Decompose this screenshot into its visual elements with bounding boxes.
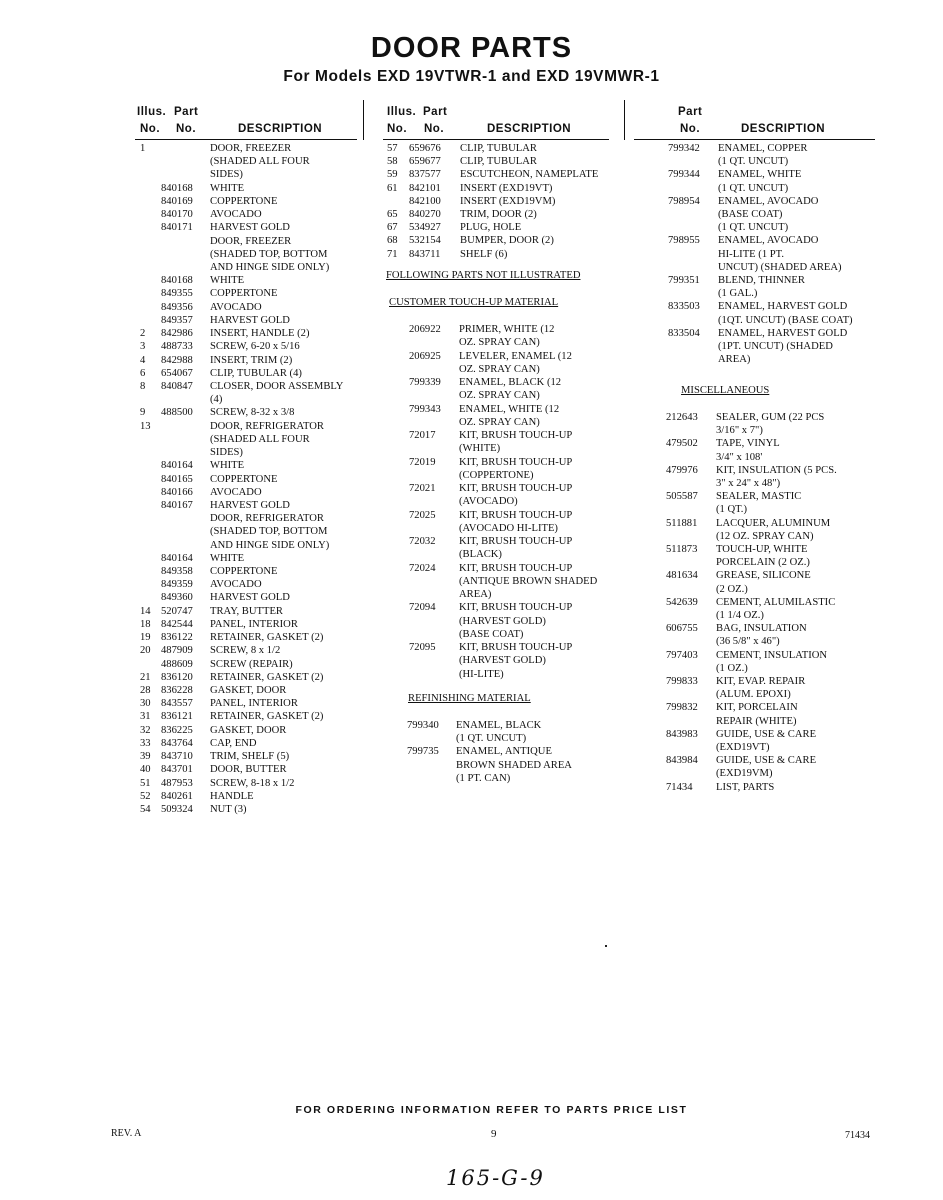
part-description: GUIDE, USE & CARE bbox=[716, 755, 817, 767]
part-no: 659676 bbox=[409, 143, 441, 154]
part-description: ENAMEL, WHITE bbox=[718, 169, 802, 181]
part-description: (1PT. UNCUT) (SHADED bbox=[718, 341, 833, 352]
part-description: BUMPER, DOOR (2) bbox=[460, 235, 554, 247]
part-description: GASKET, DOOR bbox=[210, 685, 287, 697]
part-no: 840261 bbox=[161, 790, 193, 802]
part-description: HARVEST GOLD bbox=[210, 592, 290, 604]
part-description: RETAINER, GASKET (2) bbox=[210, 632, 324, 644]
part-no: 534927 bbox=[409, 222, 441, 234]
part-description: SHELF (6) bbox=[460, 248, 508, 260]
part-description: NUT (3) bbox=[210, 804, 247, 815]
revision-label: REV. A bbox=[111, 1128, 142, 1139]
ordering-footer: FOR ORDERING INFORMATION REFER TO PARTS PRICE LIST bbox=[295, 1104, 688, 1116]
part-no: 833504 bbox=[668, 327, 700, 339]
part-no: 72024 bbox=[409, 562, 436, 574]
part-no: 505587 bbox=[666, 491, 698, 503]
part-no: 798954 bbox=[668, 195, 700, 207]
part-no: 840847 bbox=[161, 380, 193, 392]
part-no: 532154 bbox=[409, 235, 441, 247]
part-description: AVOCADO bbox=[210, 209, 262, 221]
part-description: DOOR, REFRIGERATOR bbox=[210, 420, 324, 432]
part-description: LACQUER, ALUMINUM bbox=[716, 517, 831, 529]
part-no: 206922 bbox=[409, 324, 441, 335]
part-description: TAPE, VINYL bbox=[716, 438, 780, 450]
part-no: 849355 bbox=[161, 288, 193, 300]
part-no: 836228 bbox=[161, 685, 193, 697]
part-no: 840165 bbox=[161, 473, 193, 485]
col1-part-no-header: No. bbox=[176, 123, 197, 135]
part-description: 3/16" x 7") bbox=[716, 425, 763, 437]
part-no: 481634 bbox=[666, 570, 698, 582]
part-description: (BASE COAT) bbox=[718, 209, 783, 220]
illus-no: 32 bbox=[140, 724, 151, 736]
part-no: 488609 bbox=[161, 658, 193, 670]
part-description: (1 PT. CAN) bbox=[456, 772, 511, 784]
part-description: KIT, BRUSH TOUCH-UP bbox=[459, 509, 573, 521]
part-description: WHITE bbox=[210, 275, 245, 287]
illus-no: 13 bbox=[140, 420, 151, 432]
col2-divider bbox=[624, 100, 625, 140]
part-no: 843557 bbox=[161, 698, 193, 710]
part-description: (AVOCADO HI-LITE) bbox=[459, 522, 558, 534]
part-no: 487953 bbox=[161, 777, 193, 789]
part-description: INSERT (EXD19VM) bbox=[460, 195, 556, 207]
part-no: 840164 bbox=[161, 552, 193, 564]
part-description: REPAIR (WHITE) bbox=[716, 715, 797, 727]
part-description: SCREW, 8-32 x 3/8 bbox=[210, 407, 295, 419]
part-description: BROWN SHADED AREA bbox=[456, 759, 572, 771]
part-description: OZ. SPRAY CAN) bbox=[459, 337, 540, 349]
part-no: 840170 bbox=[161, 209, 193, 221]
part-no: 799342 bbox=[668, 143, 700, 154]
not-illustrated-heading: FOLLOWING PARTS NOT ILLUSTRATED bbox=[386, 270, 581, 281]
illus-no: 65 bbox=[387, 209, 398, 220]
part-no: 840168 bbox=[161, 182, 193, 194]
part-description: UNCUT) (SHADED AREA) bbox=[718, 261, 842, 273]
part-description: AND HINGE SIDE ONLY) bbox=[210, 539, 330, 551]
part-no: 72021 bbox=[409, 483, 436, 494]
col1-description-header: DESCRIPTION bbox=[238, 123, 323, 135]
part-description: KIT, BRUSH TOUCH-UP bbox=[459, 562, 573, 574]
part-no: 833503 bbox=[668, 301, 700, 313]
part-description: SCREW, 6-20 x 5/16 bbox=[210, 341, 300, 353]
refinishing-heading: REFINISHING MATERIAL bbox=[408, 693, 531, 704]
part-no: 798955 bbox=[668, 235, 700, 247]
part-description: CEMENT, INSULATION bbox=[716, 649, 828, 661]
part-no: 843710 bbox=[161, 751, 193, 763]
document-number: 71434 bbox=[845, 1130, 870, 1141]
part-description: RETAINER, GASKET (2) bbox=[210, 711, 324, 723]
part-description: ENAMEL, AVOCADO bbox=[718, 195, 819, 207]
part-no: 849357 bbox=[161, 314, 193, 326]
part-description: ENAMEL, ANTIQUE bbox=[456, 746, 552, 758]
part-description: (1 QT. UNCUT) bbox=[718, 156, 789, 168]
part-description: ENAMEL, AVOCADO bbox=[718, 235, 819, 247]
part-description: PANEL, INTERIOR bbox=[210, 698, 298, 710]
col3-header-rule bbox=[634, 139, 875, 140]
part-no: 842101 bbox=[409, 182, 441, 194]
illus-no: 31 bbox=[140, 711, 151, 723]
part-no: 509324 bbox=[161, 804, 193, 815]
part-description: (1 GAL.) bbox=[718, 288, 758, 300]
part-description: PLUG, HOLE bbox=[460, 222, 522, 234]
part-no: 511873 bbox=[666, 544, 698, 555]
part-description: SCREW, 8-18 x 1/2 bbox=[210, 777, 295, 789]
part-description: (ALUM. EPOXI) bbox=[716, 689, 791, 701]
part-description: KIT, EVAP. REPAIR bbox=[716, 676, 806, 687]
part-no: 72032 bbox=[409, 536, 436, 547]
part-description: CLOSER, DOOR ASSEMBLY bbox=[210, 380, 344, 392]
part-no: 842986 bbox=[161, 328, 193, 340]
part-no: 842544 bbox=[161, 618, 193, 630]
illus-no: 51 bbox=[140, 777, 151, 789]
part-no: 799344 bbox=[668, 169, 700, 181]
illus-no: 61 bbox=[387, 182, 398, 194]
part-description: CAP, END bbox=[210, 737, 257, 749]
part-no: 840169 bbox=[161, 195, 193, 207]
part-description: (BASE COAT) bbox=[459, 628, 524, 640]
part-no: 849358 bbox=[161, 566, 193, 578]
part-no: 71434 bbox=[666, 781, 693, 793]
part-description: PRIMER, WHITE (12 bbox=[459, 324, 555, 335]
handwritten-note: 165-G-9 bbox=[446, 1166, 545, 1190]
part-no: 520747 bbox=[161, 605, 193, 617]
part-description: (HARVEST GOLD) bbox=[459, 655, 546, 667]
part-description: (COPPERTONE) bbox=[459, 469, 534, 481]
illus-no: 19 bbox=[140, 632, 151, 644]
part-description: SIDES) bbox=[210, 169, 243, 181]
part-no: 479976 bbox=[666, 464, 698, 476]
illus-no: 14 bbox=[140, 605, 151, 617]
part-description: ESCUTCHEON, NAMEPLATE bbox=[460, 169, 599, 181]
part-description: (2 OZ.) bbox=[716, 583, 748, 595]
part-description: (ANTIQUE BROWN SHADED bbox=[459, 575, 598, 587]
part-no: 799735 bbox=[407, 746, 439, 758]
part-description: DOOR, FREEZER bbox=[210, 143, 292, 154]
part-no: 654067 bbox=[161, 367, 193, 379]
part-no: 799833 bbox=[666, 676, 698, 687]
col2-part-header: Part bbox=[423, 106, 448, 118]
part-description: KIT, BRUSH TOUCH-UP bbox=[459, 456, 573, 468]
part-description: CLIP, TUBULAR (4) bbox=[210, 367, 302, 379]
part-description: DOOR, FREEZER bbox=[210, 235, 292, 247]
part-description: TRIM, DOOR (2) bbox=[460, 209, 537, 220]
part-description: PANEL, INTERIOR bbox=[210, 618, 298, 630]
part-description: GASKET, DOOR bbox=[210, 724, 287, 736]
part-no: 72017 bbox=[409, 430, 436, 441]
illus-no: 20 bbox=[140, 645, 151, 657]
col1-illus-no-header: No. bbox=[140, 123, 161, 135]
illus-no: 30 bbox=[140, 698, 151, 710]
col1-part-header: Part bbox=[174, 106, 199, 118]
part-description: AREA) bbox=[459, 589, 492, 600]
part-description: SIDES) bbox=[210, 447, 243, 459]
part-no: 843764 bbox=[161, 737, 193, 749]
part-description: ENAMEL, BLACK bbox=[456, 720, 542, 731]
part-no: 842100 bbox=[409, 195, 441, 207]
part-description: COPPERTONE bbox=[210, 566, 278, 578]
part-no: 836120 bbox=[161, 671, 193, 683]
part-no: 799340 bbox=[407, 720, 439, 731]
part-no: 843701 bbox=[161, 764, 193, 776]
part-description: WHITE bbox=[210, 182, 245, 194]
col2-illus-header: Illus. bbox=[387, 106, 417, 118]
part-description: COPPERTONE bbox=[210, 195, 278, 207]
part-no: 840166 bbox=[161, 486, 193, 498]
part-description: HI-LITE (1 PT. bbox=[718, 248, 784, 260]
part-no: 843984 bbox=[666, 755, 698, 767]
part-no: 840167 bbox=[161, 499, 193, 511]
illus-no: 1 bbox=[140, 143, 146, 154]
part-no: 511881 bbox=[666, 517, 698, 529]
part-description: WHITE bbox=[210, 460, 245, 472]
part-no: 799339 bbox=[409, 377, 441, 388]
part-no: 836121 bbox=[161, 711, 193, 723]
part-description: AND HINGE SIDE ONLY) bbox=[210, 261, 330, 273]
col1-illus-header: Illus. bbox=[137, 106, 167, 118]
part-description: (1 QT.) bbox=[716, 504, 747, 516]
part-no: 659677 bbox=[409, 156, 441, 168]
part-description: (EXD19VT) bbox=[716, 742, 770, 753]
col3-description-header: DESCRIPTION bbox=[741, 123, 826, 135]
illus-no: 40 bbox=[140, 764, 151, 776]
part-no: 488500 bbox=[161, 407, 193, 419]
part-description: DOOR, REFRIGERATOR bbox=[210, 513, 324, 525]
illus-no: 52 bbox=[140, 790, 151, 802]
part-description: GUIDE, USE & CARE bbox=[716, 728, 817, 740]
part-description: RETAINER, GASKET (2) bbox=[210, 671, 324, 683]
part-description: (36 5/8" x 46") bbox=[716, 636, 780, 648]
col2-part-no-header: No. bbox=[424, 123, 445, 135]
page-subtitle: For Models EXD 19VTWR-1 and EXD 19VMWR-1 bbox=[283, 68, 660, 85]
illus-no: 2 bbox=[140, 328, 146, 340]
part-description: (SHADED ALL FOUR bbox=[210, 433, 310, 445]
part-no: 837577 bbox=[409, 169, 441, 181]
part-description: HANDLE bbox=[210, 790, 254, 802]
part-no: 797403 bbox=[666, 649, 698, 661]
part-no: 840164 bbox=[161, 460, 193, 472]
part-description: (1 1/4 OZ.) bbox=[716, 610, 764, 621]
part-description: TOUCH-UP, WHITE bbox=[716, 544, 808, 555]
part-description: OZ. SPRAY CAN) bbox=[459, 363, 540, 375]
part-no: 488733 bbox=[161, 341, 193, 353]
part-no: 836122 bbox=[161, 632, 193, 644]
part-description: COPPERTONE bbox=[210, 473, 278, 485]
part-description: (1 QT. UNCUT) bbox=[456, 733, 527, 745]
part-no: 212643 bbox=[666, 412, 698, 423]
part-description: SEALER, MASTIC bbox=[716, 491, 802, 503]
part-description: HARVEST GOLD bbox=[210, 499, 290, 511]
part-description: INSERT (EXD19VT) bbox=[460, 182, 553, 194]
part-description: SCREW, 8 x 1/2 bbox=[210, 645, 281, 657]
part-description: 3/4" x 108' bbox=[716, 451, 763, 463]
part-description: KIT, BRUSH TOUCH-UP bbox=[459, 483, 573, 494]
part-description: SCREW (REPAIR) bbox=[210, 658, 293, 670]
part-description: KIT, BRUSH TOUCH-UP bbox=[459, 430, 573, 441]
illus-no: 57 bbox=[387, 143, 398, 154]
part-description: KIT, BRUSH TOUCH-UP bbox=[459, 536, 573, 547]
part-description: (1 QT. UNCUT) bbox=[718, 222, 789, 234]
part-no: 479502 bbox=[666, 438, 698, 450]
illus-no: 68 bbox=[387, 235, 398, 247]
col2-illus-no-header: No. bbox=[387, 123, 408, 135]
part-no: 542639 bbox=[666, 596, 698, 608]
illus-no: 33 bbox=[140, 737, 151, 749]
illus-no: 21 bbox=[140, 671, 151, 683]
part-description: SEALER, GUM (22 PCS bbox=[716, 412, 825, 423]
part-no: 842988 bbox=[161, 354, 193, 366]
part-description: ENAMEL, COPPER bbox=[718, 143, 808, 154]
part-description: COPPERTONE bbox=[210, 288, 278, 300]
part-description: (12 OZ. SPRAY CAN) bbox=[716, 530, 814, 542]
part-no: 72094 bbox=[409, 602, 436, 614]
part-description: OZ. SPRAY CAN) bbox=[459, 390, 540, 402]
part-description: BLEND, THINNER bbox=[718, 275, 805, 286]
part-description: KIT, BRUSH TOUCH-UP bbox=[459, 602, 573, 614]
part-description: AREA) bbox=[718, 354, 751, 366]
part-description: (EXD19VM) bbox=[716, 768, 773, 780]
part-no: 799343 bbox=[409, 403, 441, 415]
part-no: 849356 bbox=[161, 301, 193, 313]
part-description: (AVOCADO) bbox=[459, 496, 518, 508]
illus-no: 67 bbox=[387, 222, 398, 234]
part-description: DOOR, BUTTER bbox=[210, 764, 287, 776]
part-description: WHITE bbox=[210, 552, 245, 564]
part-description: (1 OZ.) bbox=[716, 662, 748, 674]
part-description: CLIP, TUBULAR bbox=[460, 143, 537, 154]
part-description: ENAMEL, HARVEST GOLD bbox=[718, 327, 848, 339]
part-description: TRIM, SHELF (5) bbox=[210, 751, 290, 763]
part-description: (HI-LITE) bbox=[459, 668, 504, 680]
part-description: CLIP, TUBULAR bbox=[460, 156, 537, 168]
part-description: OZ. SPRAY CAN) bbox=[459, 416, 540, 428]
col1-divider bbox=[363, 100, 364, 140]
part-no: 799351 bbox=[668, 275, 700, 286]
illus-no: 18 bbox=[140, 618, 151, 630]
part-description: KIT, PORCELAIN bbox=[716, 702, 798, 714]
part-no: 849359 bbox=[161, 579, 193, 591]
part-no: 799832 bbox=[666, 702, 698, 714]
miscellaneous-heading: MISCELLANEOUS bbox=[681, 385, 770, 396]
part-description: 3" x 24" x 48") bbox=[716, 478, 781, 489]
page-title: DOOR PARTS bbox=[370, 32, 573, 64]
part-description: KIT, BRUSH TOUCH-UP bbox=[459, 642, 573, 653]
part-description: ENAMEL, WHITE (12 bbox=[459, 403, 560, 415]
part-description: AVOCADO bbox=[210, 486, 262, 498]
part-description: LIST, PARTS bbox=[716, 781, 775, 793]
part-description: HARVEST GOLD bbox=[210, 222, 290, 234]
part-no: 487909 bbox=[161, 645, 193, 657]
part-no: 840270 bbox=[409, 209, 441, 220]
illus-no: 71 bbox=[387, 248, 398, 260]
part-description: INSERT, TRIM (2) bbox=[210, 354, 293, 366]
illus-no: 8 bbox=[140, 380, 146, 392]
part-description: INSERT, HANDLE (2) bbox=[210, 328, 310, 340]
part-no: 843983 bbox=[666, 728, 698, 740]
part-description: ENAMEL, BLACK (12 bbox=[459, 377, 562, 388]
part-no: 849360 bbox=[161, 592, 193, 604]
illus-no: 54 bbox=[140, 804, 151, 815]
part-description: AVOCADO bbox=[210, 301, 262, 313]
part-description: (1QT. UNCUT) (BASE COAT) bbox=[718, 314, 853, 326]
part-description: (SHADED TOP, BOTTOM bbox=[210, 526, 328, 538]
col3-part-no-header: No. bbox=[680, 123, 701, 135]
illus-no: 39 bbox=[140, 751, 151, 763]
speck-mark bbox=[605, 945, 607, 947]
part-description: (SHADED ALL FOUR bbox=[210, 156, 310, 168]
touchup-heading: CUSTOMER TOUCH-UP MATERIAL bbox=[389, 297, 559, 308]
col2-description-header: DESCRIPTION bbox=[487, 123, 572, 135]
part-no: 840168 bbox=[161, 275, 193, 287]
part-no: 840171 bbox=[161, 222, 193, 234]
illus-no: 3 bbox=[140, 341, 146, 353]
part-description: (4) bbox=[210, 394, 223, 406]
col3-part-header: Part bbox=[678, 106, 703, 118]
part-no: 206925 bbox=[409, 350, 441, 362]
part-no: 72095 bbox=[409, 642, 436, 653]
part-no: 843711 bbox=[409, 248, 441, 260]
part-description: CEMENT, ALUMILASTIC bbox=[716, 596, 836, 608]
part-description: PORCELAIN (2 OZ.) bbox=[716, 557, 810, 569]
part-description: (SHADED TOP, BOTTOM bbox=[210, 248, 328, 260]
part-description: (BLACK) bbox=[459, 549, 502, 561]
part-description: HARVEST GOLD bbox=[210, 314, 290, 326]
part-description: ENAMEL, HARVEST GOLD bbox=[718, 301, 848, 313]
part-no: 836225 bbox=[161, 724, 193, 736]
part-description: (HARVEST GOLD) bbox=[459, 615, 546, 627]
illus-no: 6 bbox=[140, 367, 146, 379]
part-description: BAG, INSULATION bbox=[716, 623, 807, 635]
illus-no: 4 bbox=[140, 354, 146, 366]
illus-no: 59 bbox=[387, 169, 398, 181]
illus-no: 9 bbox=[140, 407, 146, 419]
illus-no: 28 bbox=[140, 685, 151, 697]
page-number: 9 bbox=[491, 1128, 497, 1140]
part-description: AVOCADO bbox=[210, 579, 262, 591]
illus-no: 58 bbox=[387, 156, 398, 168]
part-description: (WHITE) bbox=[459, 443, 501, 455]
part-description: LEVELER, ENAMEL (12 bbox=[459, 350, 572, 362]
col2-header-rule bbox=[383, 139, 609, 140]
part-no: 606755 bbox=[666, 623, 698, 635]
part-description: TRAY, BUTTER bbox=[210, 605, 283, 617]
col1-header-rule bbox=[135, 139, 357, 140]
part-description: KIT, INSULATION (5 PCS. bbox=[716, 464, 837, 476]
part-no: 72019 bbox=[409, 456, 436, 468]
part-description: GREASE, SILICONE bbox=[716, 570, 811, 582]
part-no: 72025 bbox=[409, 509, 436, 521]
part-description: (1 QT. UNCUT) bbox=[718, 182, 789, 194]
